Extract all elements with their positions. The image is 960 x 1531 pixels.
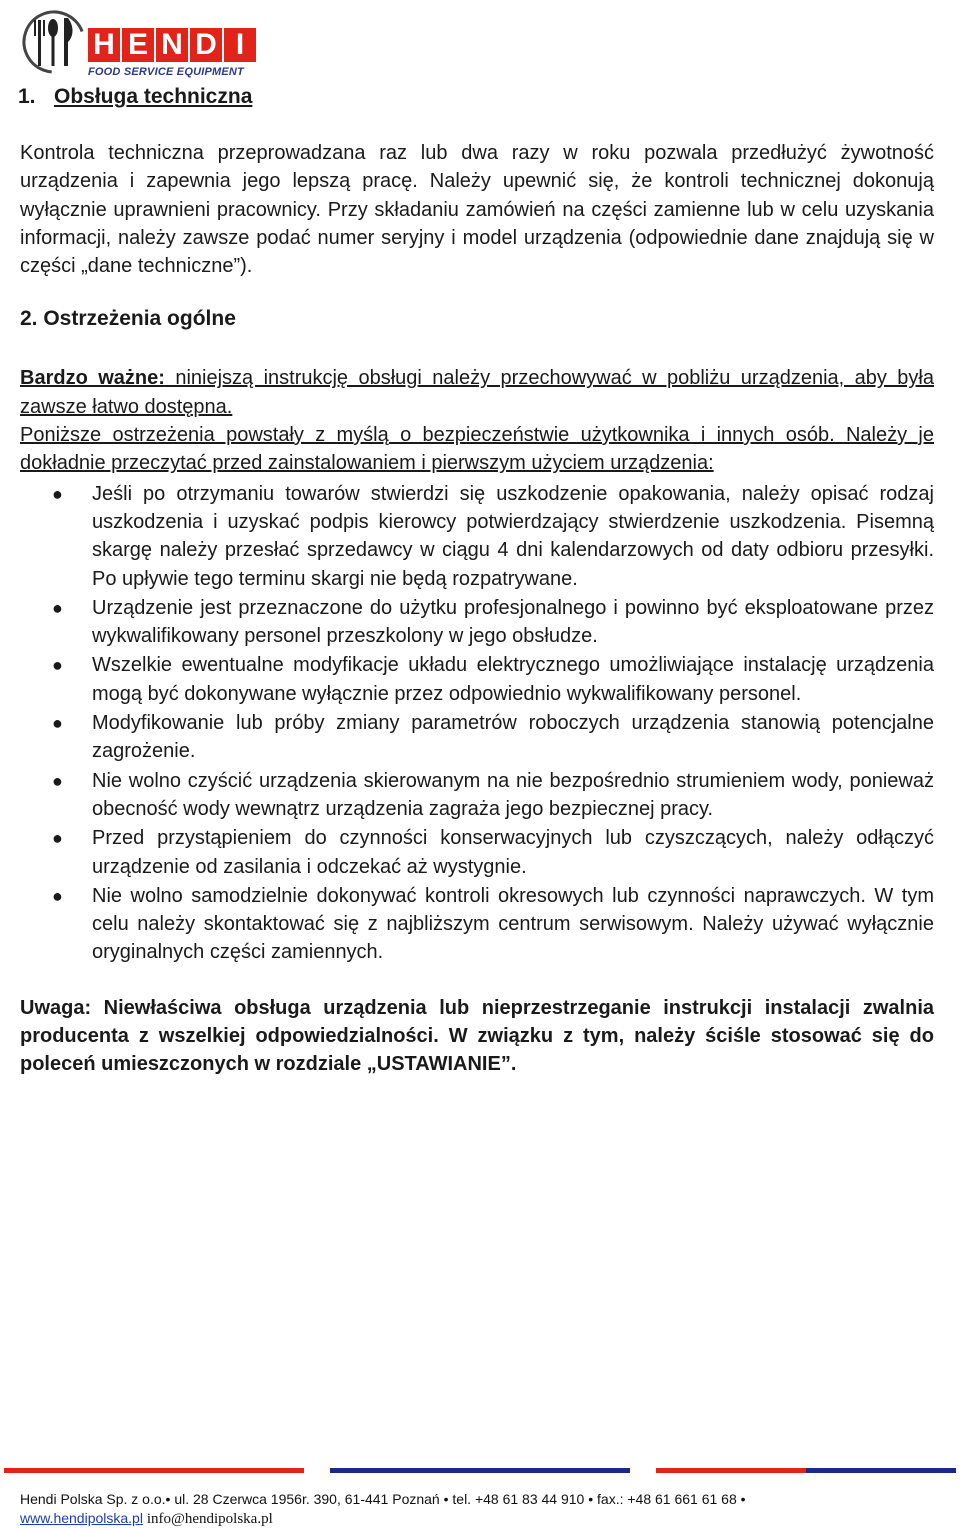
list-item [20, 594, 934, 651]
logo-letter: E [122, 28, 154, 62]
footer-line-red [656, 1468, 806, 1473]
footer-line-blue [806, 1468, 956, 1473]
section-1-heading [18, 82, 934, 112]
page-footer [20, 1490, 950, 1529]
important-text: niniejszą instrukcję obsługi należy przechowywać w pobliżu urządzenia, aby była zawsze łatwo dostępna. [20, 367, 934, 418]
footer-divider [4, 1468, 956, 1474]
logo-tagline: FOOD SERVICE EQUIPMENT [88, 66, 244, 78]
footer-line-red [4, 1468, 304, 1473]
important-note [20, 364, 934, 421]
list-item-text: Nie wolno czyścić urządzenia skierowanym na nie bezpośrednio strumieniem wody, ponieważ obecność wody wewnątrz urządzenia zagraża jego bezpiecznej pracy. [92, 769, 934, 820]
warning-paragraph: Uwaga: Niewłaściwa obsługa urządzenia lub nieprzestrzeganie instrukcji instalacji zwalnia producenta z wszelkiej odpowiedzialności. W związku z tym, należy ściśle stosować się do poleceń umieszczonych w rozdziale „USTAWIANIE”. [20, 996, 934, 1076]
bullet-icon: ● [52, 655, 63, 676]
hendi-logo [20, 6, 245, 78]
bullet-icon: ● [52, 597, 63, 618]
list-item [20, 709, 934, 766]
section-2-heading: 2. Ostrzeżenia ogólne [20, 307, 236, 331]
list-item-text: Modyfikowanie lub próby zmiany parametrów roboczych urządzenia stanowią potencjalne zagrożenie. [92, 712, 934, 763]
important-label: Bardzo ważne: [20, 367, 165, 390]
logo-letter: N [156, 28, 188, 62]
logo-wordmark [88, 28, 258, 62]
list-item-text: Wszelkie ewentualne modyfikacje układu elektrycznego umożliwiające instalację urządzenia mogą być dokonywane wyłącznie przez odpowiednio wykwalifikowany personel. [92, 654, 934, 705]
section-1-paragraph: Kontrola techniczna przeprowadzana raz lub dwa razy w roku pozwala przedłużyć żywotność urządzenia i zapewnia jego lepszą pracę. Należy upewnić się, że kontroli technicznej dokonują wyłącznie uprawnieni pracownicy. Przy składaniu zamówień na części zamienne lub w celu uzyskania informacji, należy zawsze podać numer seryjny i model urządzenia (odpowiednie dane znajdują się w części „dane techniczne”). [20, 142, 934, 278]
section-1-title: Obsługa techniczna [54, 85, 253, 108]
website-link[interactable]: www.hendipolska.pl [20, 1510, 143, 1526]
cutlery-icon [20, 6, 92, 78]
document-body [20, 82, 934, 1079]
footer-address: Hendi Polska Sp. z o.o.• ul. 28 Czerwca 1956r. 390, 61-441 Poznań • tel. +48 61 83 44 910 • fax.: +48 61 661 61 68 • [20, 1491, 746, 1507]
logo-letter: D [190, 28, 222, 62]
list-item [20, 882, 934, 967]
bullet-icon: ● [52, 483, 63, 504]
list-item [20, 651, 934, 708]
list-item-text: Nie wolno samodzielnie dokonywać kontroli okresowych lub czynności naprawczych. W tym celu należy skontaktować się z najbliższym centrum serwisowym. Należy używać wyłącznie oryginalnych części zamiennych. [92, 884, 934, 964]
logo-letter: H [88, 28, 120, 62]
email-address[interactable]: info@hendipolska.pl [146, 1511, 273, 1527]
list-item-text: Urządzenie jest przeznaczone do użytku profesjonalnego i powinno być eksploatowane przez wykwalifikowany personel przeszkolony w jego obsłudze. [92, 596, 934, 648]
list-item-text: Przed przystąpieniem do czynności konserwacyjnych lub czyszczących, należy odłączyć urządzenie od zasilania i odczekać aż wystygnie. [92, 827, 934, 878]
list-item [20, 767, 934, 824]
list-item [20, 480, 934, 593]
warnings-list [20, 480, 934, 967]
bullet-icon: ● [52, 885, 63, 906]
warnings-intro: Poniższe ostrzeżenia powstały z myślą o bezpieczeństwie użytkownika i innych osób. Należy je dokładnie przeczytać przed zainstalowaniem i pierwszym użyciem urządzenia: [20, 424, 934, 475]
section-1-number: 1. [18, 85, 36, 108]
bullet-icon: ● [52, 770, 63, 791]
list-item-text: Jeśli po otrzymaniu towarów stwierdzi się uszkodzenie opakowania, należy opisać rodzaj uszkodzenia i uzyskać podpis kierowcy potwierdzający stwierdzenie uszkodzenia. Pisemną skargę należy przesłać sprzedawcy w ciągu 4 dni kalendarzowych od daty odbioru przesyłki. Po upływie tego terminu skargi nie będą rozpatrywane. [92, 482, 934, 590]
bullet-icon: ● [52, 828, 63, 849]
footer-line-blue [330, 1468, 630, 1473]
logo-letter: I [224, 28, 256, 62]
bullet-icon: ● [52, 713, 63, 734]
list-item [20, 824, 934, 881]
